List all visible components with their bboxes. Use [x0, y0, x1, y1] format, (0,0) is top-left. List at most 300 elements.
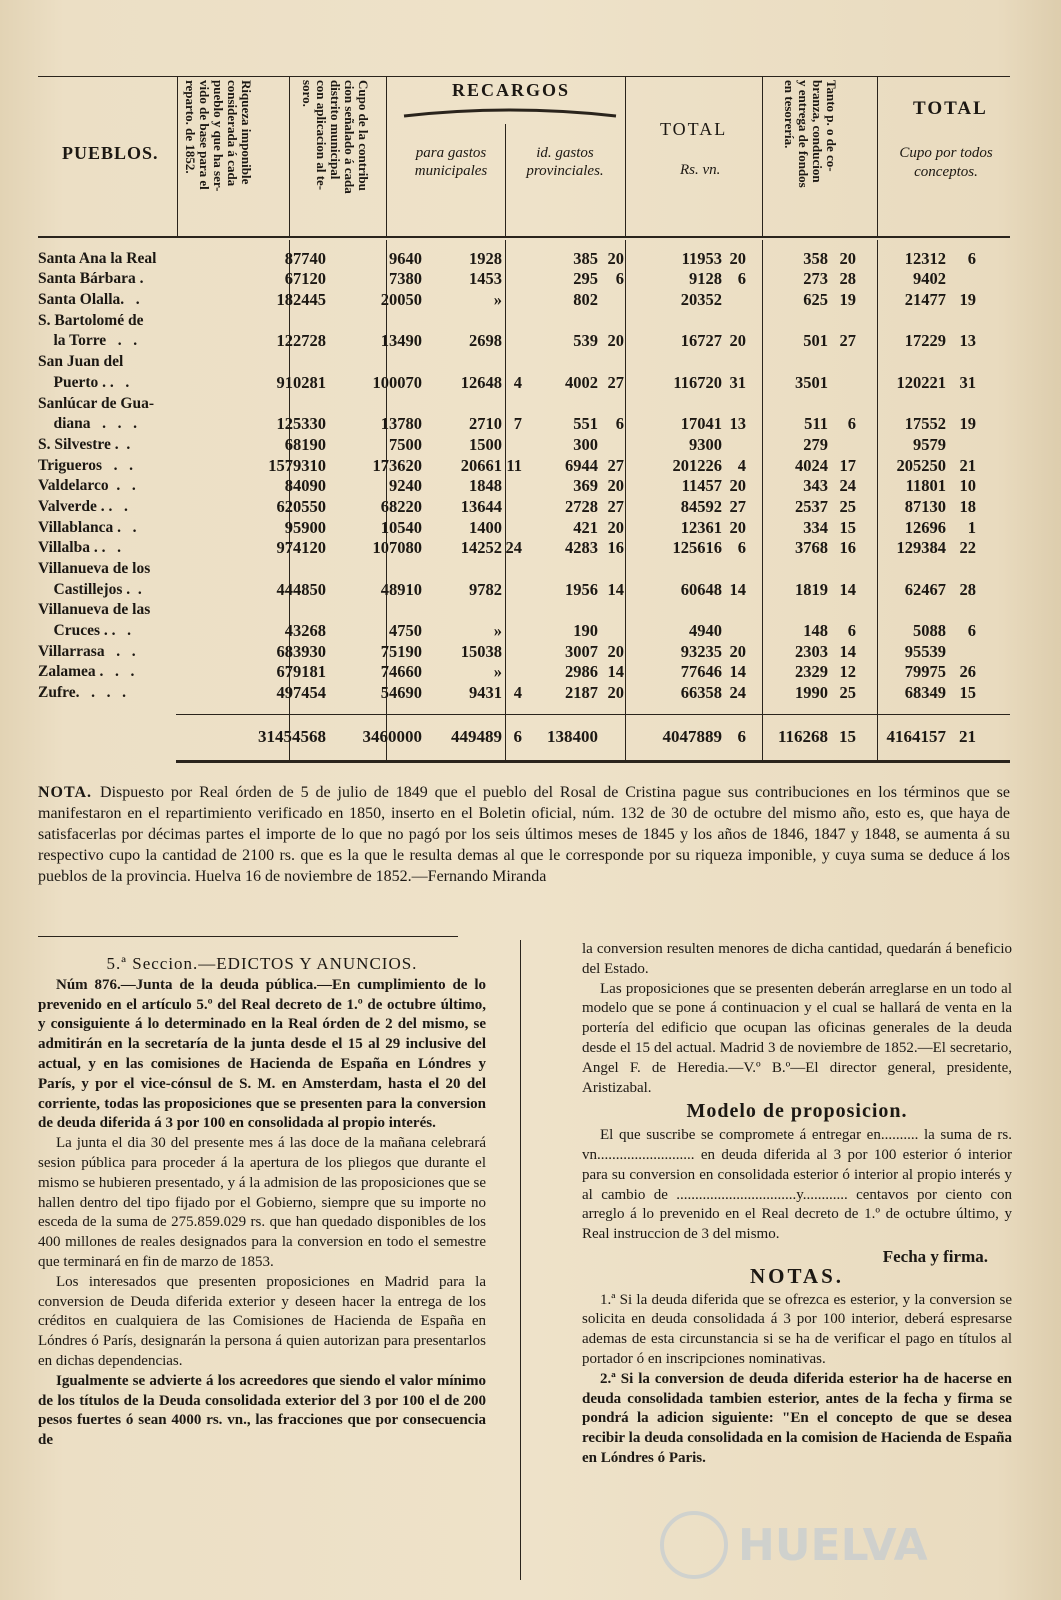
total-total: 4047889	[662, 727, 722, 747]
cell-riqueza	[176, 393, 326, 414]
header-pueblos: PUEBLOS.	[62, 143, 159, 163]
cell-prov-f	[598, 600, 624, 621]
cell-total	[624, 600, 722, 621]
cell-tanto-f: 25	[839, 496, 856, 516]
cell-riqueza: 620550	[276, 496, 326, 516]
cell-riqueza	[176, 558, 326, 579]
header-cupo-todos: Cupo por todos conceptos.	[899, 145, 993, 180]
cell-prov: 190	[573, 621, 598, 641]
table-row	[38, 517, 976, 538]
cell-cupo	[326, 310, 422, 331]
nota-text: Dispuesto por Real órden de 5 de julio de 1849 que el pueblo del Rosal de Cristina pague sus contribuciones en los términos que se manifestaron en el repartimiento verificado en 1850, inserto en el Boletin oficial, núm. 132 de 30 de octubre del mismo año, esto es, que haya de satisfacerlas por décimas partes el importe de lo que no pagó por los seis últimos meses de 1845 y los años de 1846, 1847 y 1848, se aumenta á su respectivo cupo la cantidad de 2100 rs. que es la que le resulta demas al que le corresponde por su riqueza imponible, y cuya suma se deduce á los pueblos de la provincia. Huelva 16 de noviembre de 1852.—Fernando Miranda	[38, 784, 1010, 885]
cell-total: 17041	[680, 414, 722, 434]
cell-total: 11953	[681, 248, 722, 268]
cell-mun-f	[502, 434, 522, 455]
edict-paragraph: La junta el dia 30 del presente mes á las doce de la mañana celebrará sesion pública para proceder á la apertura de los pliegos que durante el mismo se hubieren presentado, y á la admision de las proposiciones que se hallen dentro del tipo fijado por el Gobierno, siempre que su importe no esceda de la suma de 275.859.029 rs. que han quedado disponibles de los 400 millones de reales designados para la conversion en todo el semestre que terminará en fin de marzo de 1853.	[38, 1135, 486, 1270]
cell-mun-f: 24	[505, 538, 522, 558]
cell-riqueza: 84090	[284, 476, 326, 496]
cell-pueblo: Puerto . . .	[38, 373, 130, 391]
cell-riqueza: 125330	[276, 414, 326, 434]
cell-final: 12696	[904, 517, 946, 537]
cell-tanto-f: 14	[839, 579, 856, 599]
cell-tanto-f: 25	[839, 683, 856, 703]
cell-tanto: 273	[803, 269, 828, 289]
cell-mun: 14252	[460, 538, 502, 558]
cell-prov-f: 27	[607, 455, 624, 475]
cell-final	[856, 351, 946, 372]
cell-cupo: 48910	[380, 579, 422, 599]
table-row	[38, 289, 976, 310]
cell-prov: 6944	[565, 455, 598, 475]
cell-tanto: 2537	[795, 496, 828, 516]
cell-tanto-f	[828, 393, 856, 414]
cell-final: 9579	[913, 434, 946, 454]
cell-mun-f	[502, 558, 522, 579]
cell-tanto: 511	[804, 414, 828, 434]
cell-final-f	[946, 434, 976, 455]
cell-prov	[522, 351, 598, 372]
header-cupo: Cupo de la contribu cion señalado á cada distrito municipal con aplicacion al te- soro.	[300, 80, 371, 194]
cell-total: 93235	[680, 641, 722, 661]
cell-final-f	[946, 641, 976, 662]
table-row	[38, 414, 976, 435]
cell-final-f: 21	[959, 455, 976, 475]
cell-total: 60648	[680, 579, 722, 599]
cell-cupo: 13490	[380, 331, 422, 351]
cell-tanto-f: 6	[847, 414, 856, 434]
cell-mun	[422, 351, 502, 372]
edict-paragraph: Núm 876.—Junta de la deuda pública.—En cumplimiento de lo prevenido en el artículo 5.º del Real decreto de 1.º de octubre último, y consiguiente á lo determinado en la Real órden de 2 del mismo, se admitirán en la secretaría de la junta desde el 15 al 29 inclusive del actual, y en las comisiones de Hacienda de España en Lóndres y París, y por el vice-cónsul de S. M. en Amsterdam, hasta el 20 del corriente, todas las proposiciones que se presenten para la conversion de deuda diferida á 3 por 100 en consolidada al propio interés.	[38, 976, 486, 1132]
header-divider	[877, 76, 878, 236]
cell-prov-f: 6	[615, 269, 624, 289]
cell-prov-f: 20	[607, 641, 624, 661]
cell-pueblo: Villalba . . .	[38, 539, 121, 557]
cell-prov-f: 27	[607, 496, 624, 516]
cell-final-f: 26	[959, 662, 976, 682]
cell-mun-f	[502, 496, 522, 517]
header-divider	[762, 76, 763, 236]
total-total-f: 6	[737, 727, 746, 747]
cell-prov	[522, 393, 598, 414]
cell-prov: 300	[573, 434, 598, 454]
cell-cupo: 9240	[389, 476, 422, 496]
cell-prov-f: 27	[607, 372, 624, 392]
cell-mun: 1928	[469, 248, 502, 268]
cell-mun-f	[502, 269, 522, 290]
cell-prov-f: 20	[607, 683, 624, 703]
fecha-firma: Fecha y firma.	[882, 1246, 988, 1266]
cell-mun-f	[502, 620, 522, 641]
cell-tanto-f: 17	[839, 455, 856, 475]
table-row	[38, 600, 976, 621]
cell-mun	[422, 600, 502, 621]
table-row	[38, 476, 976, 497]
total-cupo: 3460000	[362, 727, 422, 747]
cell-final-f: 13	[959, 331, 976, 351]
cell-cupo: 10540	[380, 517, 422, 537]
cell-total: 12361	[680, 517, 722, 537]
cell-final-f: 19	[959, 290, 976, 310]
table-row	[38, 372, 976, 393]
cell-tanto-f	[828, 558, 856, 579]
table-row	[38, 434, 976, 455]
edict-paragraph: Las proposiciones que se presenten deberán arreglarse en un todo al modelo que se pone á continuacion y el cual se hallará de venta en la portería del edificio que ocupan las oficinas generales de la deuda desde el 15 del actual. Madrid 3 de noviembre de 1852.—El secretario, Angel F. de Heredia.—V.º B.º—El director general, presidente, Aristizabal.	[582, 980, 1012, 1096]
seal-icon	[660, 1511, 728, 1579]
cell-cupo	[326, 351, 422, 372]
cell-mun: 13644	[460, 496, 502, 516]
cell-tanto-f: 12	[839, 662, 856, 682]
nota-item: 1.ª Si la deuda diferida que se ofrezca es esterior, y la conversion se solicita en deuda consolidada á 3 por 100 interior, deberá espresarse ademas de esta circunstancia si se ha de verificar el pago en títulos al portador ó en inscripciones nominativas.	[582, 1291, 1012, 1367]
table-row	[38, 393, 976, 414]
cell-riqueza: 497454	[276, 683, 326, 703]
cell-tanto-f	[828, 600, 856, 621]
cell-tanto-f: 16	[839, 538, 856, 558]
cell-prov-f	[598, 393, 624, 414]
cell-final: 17552	[904, 414, 946, 434]
cell-pueblo: Villanueva de los	[38, 560, 151, 577]
cell-cupo	[326, 393, 422, 414]
cell-pueblo: Santa Bárbara .	[38, 270, 144, 288]
cell-total: 116720	[673, 372, 722, 392]
cell-total: 9300	[689, 434, 722, 454]
cell-mun-f	[502, 393, 522, 414]
cell-total-f: 14	[729, 662, 746, 682]
header-riqueza: Riqueza imponible considerada á cada pueblo y que ha ser- vido de base para el reparto. de 1852.	[183, 80, 254, 192]
cell-tanto: 334	[803, 517, 828, 537]
cell-pueblo: S. Silvestre . .	[38, 435, 131, 453]
cell-tanto: 3768	[795, 538, 828, 558]
cell-cupo: 54690	[380, 683, 422, 703]
cell-tanto-f: 14	[839, 641, 856, 661]
table-row	[38, 248, 976, 269]
cell-mun-f	[502, 289, 522, 310]
cell-total: 16727	[680, 331, 722, 351]
cell-prov-f: 20	[607, 517, 624, 537]
notas-title: NOTAS.	[749, 1263, 845, 1288]
cell-tanto-f: 15	[839, 517, 856, 537]
cell-total-f	[722, 289, 746, 310]
edict-paragraph: Los interesados que presenten proposiciones en Madrid para la conversion de Deuda diferida exterior y deseen hacer la entrega de los créditos en cualquiera de las Comisiones de Hacienda de España en Lóndres ó París, designarán la persona á quien autorizan para presentarlos en dichas dependencias.	[38, 1273, 486, 1369]
cell-tanto-f	[828, 351, 856, 372]
left-column	[38, 954, 486, 1451]
cell-prov: 802	[573, 290, 598, 310]
cell-cupo	[326, 600, 422, 621]
cell-tanto: 1819	[795, 579, 828, 599]
cell-mun: 1848	[469, 476, 502, 496]
cell-tanto-f: 19	[839, 290, 856, 310]
cell-prov: 1956	[565, 579, 598, 599]
cell-total: 4940	[689, 621, 722, 641]
cell-cupo: 107080	[372, 538, 422, 558]
header-bottom-rule	[38, 236, 1010, 238]
cell-total-f: 20	[729, 517, 746, 537]
total-mun: 449489	[451, 727, 502, 747]
cell-prov-f: 20	[607, 476, 624, 496]
cell-mun: 1453	[469, 269, 502, 289]
modelo-paragraph: El que suscribe se compromete á entregar en.......... la suma de rs. vn.......................... en deuda diferida al 3 por 100 esterior ó interior para su conversion en consolidada esterior ó interior al propio interés y al cambio de ................................y............ centavos por ciento con arreglo á lo prevenido en el Real decreto de 1.º de octubre último, y Real instruccion de 3 del mismo.	[582, 1127, 1012, 1243]
cell-total-f	[722, 351, 746, 372]
total-tanto-f: 15	[839, 727, 856, 747]
nota-paragraph	[38, 782, 1010, 887]
cell-mun-f	[502, 351, 522, 372]
table-row	[38, 579, 976, 600]
cell-final	[856, 558, 946, 579]
cell-final-f	[946, 351, 976, 372]
cell-mun: 15038	[460, 641, 502, 661]
cell-tanto: 625	[803, 290, 828, 310]
cell-total: 20352	[680, 290, 722, 310]
cell-mun: 2710	[469, 414, 502, 434]
cell-tanto	[746, 310, 828, 331]
cell-total-f	[722, 600, 746, 621]
cell-prov-f	[598, 434, 624, 455]
cell-pueblo: Cruces . . .	[38, 622, 131, 640]
cell-final-f	[946, 393, 976, 414]
totals-spacer	[38, 703, 176, 747]
cell-total	[624, 558, 722, 579]
cell-total: 84592	[680, 496, 722, 516]
cell-pueblo: Zufre. . . .	[38, 684, 126, 702]
cell-mun-f: 11	[506, 455, 522, 475]
cell-tanto	[746, 600, 828, 621]
cell-prov-f: 20	[607, 331, 624, 351]
cell-pueblo: Sanlúcar de Gua-	[38, 394, 154, 412]
right-column	[582, 940, 1012, 1469]
cell-cupo	[326, 558, 422, 579]
cell-prov-f	[598, 558, 624, 579]
cell-final: 68349	[904, 683, 946, 703]
cell-final: 79975	[904, 662, 946, 682]
cell-prov-f: 6	[615, 414, 624, 434]
table-row	[38, 558, 976, 579]
header-divider	[177, 76, 178, 236]
cell-prov-f	[598, 620, 624, 641]
cell-riqueza: 68190	[284, 434, 326, 454]
cell-cupo: 74660	[380, 662, 422, 682]
cell-pueblo: Castillejos . .	[38, 580, 142, 598]
total-tanto: 116268	[777, 727, 828, 747]
section-rule	[38, 936, 458, 937]
cell-prov: 3007	[565, 641, 598, 661]
cell-prov: 2728	[565, 496, 598, 516]
cell-riqueza: 67120	[284, 269, 326, 289]
cell-total: 125616	[672, 538, 722, 558]
header-gastos-municipales: para gastos municipales	[414, 145, 488, 179]
table-row	[38, 455, 976, 476]
total-prov-f	[598, 703, 624, 747]
cell-final: 87130	[904, 496, 946, 516]
archive-watermark	[660, 1510, 960, 1580]
cell-cupo: 7500	[389, 434, 422, 454]
cell-final-f: 28	[959, 579, 976, 599]
cell-cupo: 68220	[380, 496, 422, 516]
table-row	[38, 538, 976, 559]
cell-prov: 385	[573, 248, 598, 268]
header-top-rule	[38, 76, 1010, 77]
cell-tanto: 2329	[795, 662, 828, 682]
column-divider	[520, 940, 521, 1580]
cell-prov-f	[598, 351, 624, 372]
nota-lead: NOTA.	[38, 784, 93, 801]
cell-tanto: 358	[803, 248, 828, 268]
cell-final-f: 1	[967, 517, 976, 537]
cell-tanto-f	[828, 434, 856, 455]
table-row	[38, 682, 976, 703]
cell-riqueza: 43268	[284, 621, 326, 641]
nota-item: 2.ª Si la conversion de deuda diferida esterior ha de hacerse en deuda consolidada tambien esterior, antes de la fecha y firma se pondrá la adicion siguiente: "En el concepto de que se desea recibir la deuda consolidada en la comision de Hacienda de España en Lóndres ó Paris.	[582, 1370, 1012, 1466]
table-row	[38, 331, 976, 352]
cell-prov: 369	[573, 476, 598, 496]
cell-tanto-f: 6	[847, 621, 856, 641]
cell-mun-f	[502, 600, 522, 621]
cell-pueblo: Villablanca . .	[38, 518, 137, 536]
cell-total-f: 4	[737, 455, 746, 475]
cell-total: 11457	[681, 476, 722, 496]
cell-mun-f	[502, 579, 522, 600]
cell-tanto-f: 20	[839, 248, 856, 268]
cell-tanto: 343	[803, 476, 828, 496]
cell-final-f: 19	[959, 414, 976, 434]
cell-tanto	[746, 558, 828, 579]
cell-tanto-f: 28	[839, 269, 856, 289]
cell-mun: 12648	[460, 372, 502, 392]
cell-final-f	[946, 310, 976, 331]
cell-pueblo: San Juan del	[38, 353, 124, 371]
edict-paragraph: la conversion resulten menores de dicha cantidad, quedarán á beneficio del Estado.	[582, 941, 1012, 977]
cell-mun: 2698	[469, 331, 502, 351]
cell-pueblo: S. Bartolomé de	[38, 311, 144, 329]
cell-mun-f: 4	[513, 683, 522, 703]
cell-riqueza: 87740	[284, 248, 326, 268]
cell-pueblo: Santa Ana la Real	[38, 249, 157, 267]
cell-final-f: 31	[959, 372, 976, 392]
cell-cupo: 13780	[380, 414, 422, 434]
cell-total	[624, 393, 722, 414]
cell-mun: 20661	[460, 455, 502, 475]
cell-total: 201226	[672, 455, 722, 475]
table-row	[38, 351, 976, 372]
watermark-text: HUELVA	[738, 1519, 928, 1571]
cell-riqueza: 910281	[276, 372, 326, 392]
cell-final: 11801	[905, 476, 946, 496]
cell-riqueza: 974120	[276, 538, 326, 558]
cell-tanto: 4024	[795, 455, 828, 475]
cell-prov-f: 14	[607, 662, 624, 682]
cell-tanto: 148	[803, 621, 828, 641]
cell-final: 12312	[904, 248, 946, 268]
cell-final: 21477	[904, 290, 946, 310]
cell-total-f	[722, 558, 746, 579]
cell-riqueza: 122728	[276, 331, 326, 351]
cell-final-f: 6	[967, 248, 976, 268]
section-title: 5.ª Seccion.—EDICTOS Y ANUNCIOS.	[106, 954, 418, 973]
cell-final: 95539	[904, 641, 946, 661]
cell-prov: 2187	[565, 683, 598, 703]
cell-final-f	[946, 269, 976, 290]
edict-paragraph: Igualmente se advierte á los acreedores que siendo el valor mínimo de los títulos de la Deuda consolidada exterior del 3 por 100 el de 200 pesos fuertes ó sean 4000 rs. vn., las fracciones que por consecuencia de	[38, 1372, 486, 1449]
cell-prov: 551	[573, 414, 598, 434]
cell-mun	[422, 558, 502, 579]
cell-mun: »	[493, 621, 502, 641]
cell-total-f: 20	[729, 331, 746, 351]
cell-pueblo: Villarrasa . .	[38, 642, 136, 660]
cell-total	[624, 310, 722, 331]
cell-prov-f: 16	[607, 538, 624, 558]
header-recargos: RECARGOS	[452, 80, 571, 100]
cell-final: 5088	[913, 621, 946, 641]
cell-mun-f	[502, 476, 522, 497]
cell-prov	[522, 558, 598, 579]
cell-total	[624, 351, 722, 372]
header-total-unit: Rs. vn.	[680, 162, 721, 178]
cell-total-f: 20	[729, 476, 746, 496]
cell-prov-f: 20	[607, 248, 624, 268]
cell-total-f: 14	[729, 579, 746, 599]
cell-final-f	[946, 558, 976, 579]
cell-prov-f	[598, 310, 624, 331]
cell-pueblo: Trigueros . .	[38, 456, 134, 474]
cell-mun: 1400	[469, 517, 502, 537]
cell-prov: 539	[573, 331, 598, 351]
cell-prov-f: 14	[607, 579, 624, 599]
cell-mun: 9431	[469, 683, 502, 703]
cell-riqueza: 95900	[284, 517, 326, 537]
cell-mun	[422, 393, 502, 414]
cell-total-f: 24	[729, 683, 746, 703]
cell-total-f: 6	[737, 538, 746, 558]
cell-pueblo: Villanueva de las	[38, 601, 151, 619]
cell-riqueza: 683930	[276, 641, 326, 661]
cell-final	[856, 310, 946, 331]
cell-mun-f	[502, 310, 522, 331]
cell-riqueza: 444850	[276, 579, 326, 599]
cell-final-f: 6	[967, 621, 976, 641]
cell-prov	[522, 600, 598, 621]
cell-final	[856, 600, 946, 621]
cell-total-f	[722, 310, 746, 331]
table-row	[38, 662, 976, 683]
header-divider	[386, 76, 387, 236]
totals-bottom-rule	[176, 760, 1010, 763]
cell-tanto	[746, 393, 828, 414]
cell-cupo: 100070	[372, 372, 422, 392]
cell-final: 9402	[913, 269, 946, 289]
cell-total-f	[722, 393, 746, 414]
cell-final-f: 10	[959, 476, 976, 496]
cell-tanto-f: 27	[839, 331, 856, 351]
header-total-2: TOTAL	[913, 98, 988, 119]
cell-final: 129384	[896, 538, 946, 558]
cell-total-f: 27	[729, 496, 746, 516]
cell-tanto-f: 24	[839, 476, 856, 496]
cell-mun-f	[502, 662, 522, 683]
cell-tanto: 2303	[795, 641, 828, 661]
cell-total-f	[722, 434, 746, 455]
header-divider	[625, 76, 626, 236]
cell-pueblo: Valverde . . .	[38, 497, 128, 515]
table-row	[38, 269, 976, 290]
cell-pueblo: Valdelarco . .	[38, 477, 136, 495]
cell-tanto-f	[828, 310, 856, 331]
cell-cupo: 75190	[380, 641, 422, 661]
cell-mun-f	[502, 641, 522, 662]
modelo-title: Modelo de proposicion.	[686, 1100, 908, 1123]
cell-mun: 9782	[469, 579, 502, 599]
cell-total-f: 13	[729, 414, 746, 434]
cell-total-f: 20	[729, 641, 746, 661]
cell-mun-f	[502, 331, 522, 352]
cell-pueblo: Santa Olalla. .	[38, 291, 140, 309]
